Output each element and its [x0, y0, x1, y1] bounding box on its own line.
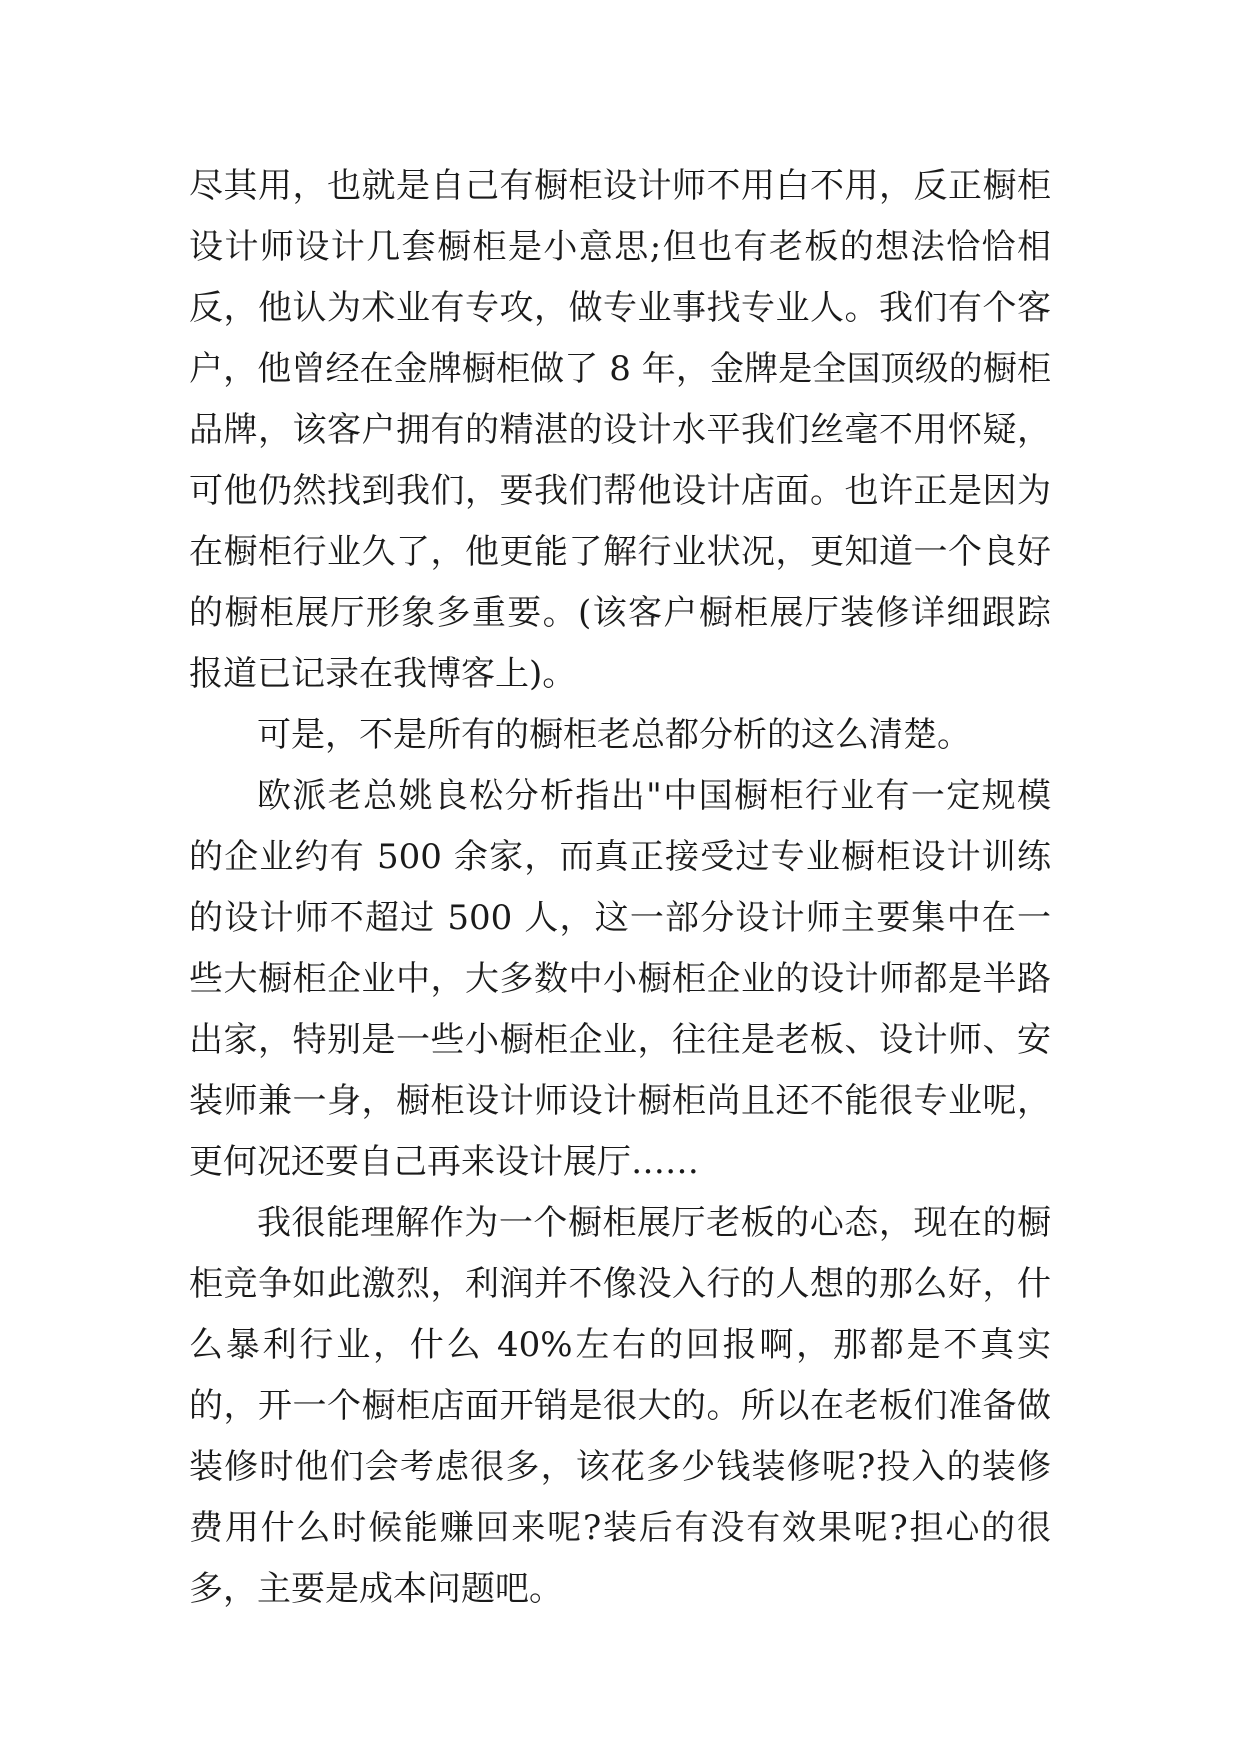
- paragraph-3: 欧派老总姚良松分析指出"中国橱柜行业有一定规模的企业约有 500 余家，而真正接受过专业橱柜设计训练的设计师不超过 500 人，这一部分设计师主要集中在一些大橱柜企业中，大多数中小橱柜企业的设计师都是半路出家，特别是一些小橱柜企业，往往是老板、设计师、安装师兼一身，橱柜设计师设计橱柜尚且还不能很专业呢，更何况还要自己再来设计展厅……: [189, 776, 1051, 1182]
- paragraph-2: 可是，不是所有的橱柜老总都分析的这么清楚。: [257, 715, 971, 755]
- paragraph-4: 我很能理解作为一个橱柜展厅老板的心态，现在的橱柜竞争如此激烈，利润并不像没入行的人想的那么好，什么暴利行业，什么 40%左右的回报啊，那都是不真实的，开一个橱柜店面开销是很大的。所以在老板们准备做装修时他们会考虑很多，该花多少钱装修呢?投入的装修费用什么时候能赚回来呢?装后有没有效果呢?担心的很多，主要是成本问题吧。: [189, 1203, 1051, 1609]
- body-text: [189, 156, 1051, 1620]
- paragraph-1: 尽其用，也就是自己有橱柜设计师不用白不用，反正橱柜设计师设计几套橱柜是小意思;但也有老板的想法恰恰相反，他认为术业有专攻，做专业事找专业人。我们有个客户，他曾经在金牌橱柜做了 8 年，金牌是全国顶级的橱柜品牌，该客户拥有的精湛的设计水平我们丝毫不用怀疑，可他仍然找到我们，要我们帮他设计店面。也许正是因为在橱柜行业久了，他更能了解行业状况，更知道一个良好的橱柜展厅形象多重要。(该客户橱柜展厅装修详细跟踪报道已记录在我博客上)。: [189, 166, 1051, 694]
